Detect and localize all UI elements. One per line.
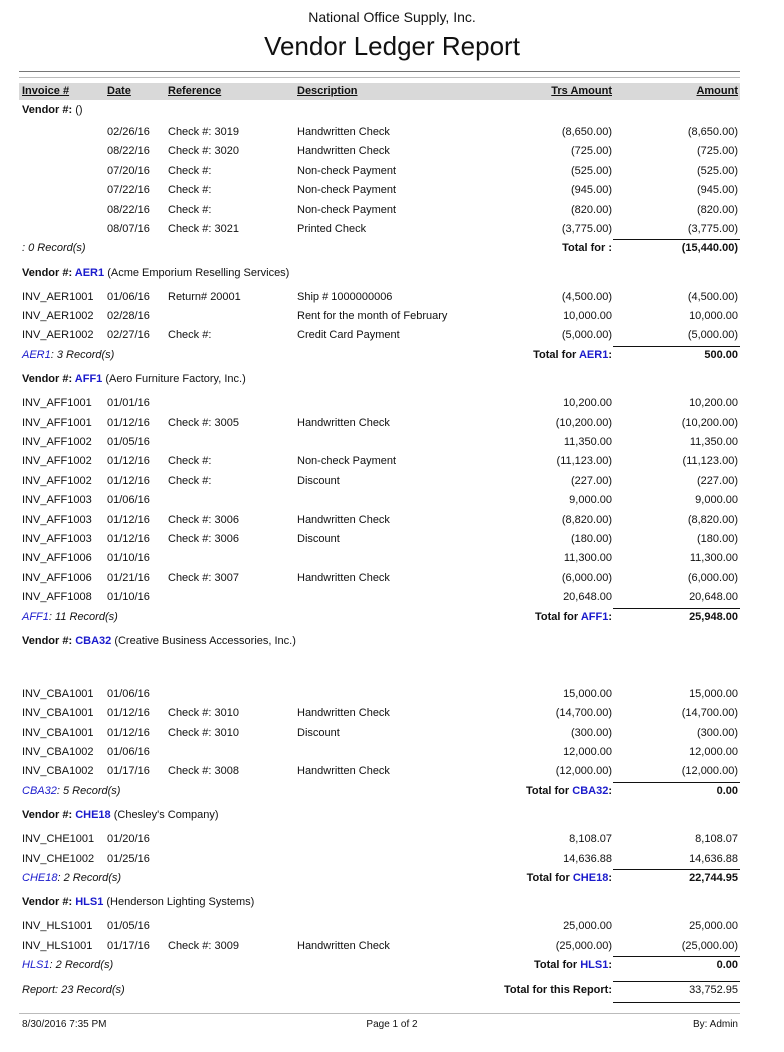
date-cell: 01/21/16 — [107, 571, 150, 584]
description-cell: Handwritten Check — [297, 939, 390, 952]
trs-amount-cell: (5,000.00) — [561, 329, 612, 342]
trs-amount-cell: (8,650.00) — [561, 125, 612, 138]
reference-cell: Check #: 3005 — [168, 416, 239, 429]
vendor-label — [22, 632, 296, 651]
amount-cell: 9,000.00 — [695, 494, 738, 507]
trs-amount-cell: (227.00) — [571, 474, 612, 487]
date-cell: 01/01/16 — [107, 397, 150, 410]
description-cell: Discount — [297, 532, 340, 545]
description-cell: Non-check Payment — [297, 203, 397, 216]
date-cell: 01/17/16 — [107, 939, 150, 952]
table-row — [0, 220, 784, 239]
invoice-cell: INV_AFF1003 — [22, 494, 92, 507]
invoice-cell: INV_AFF1001 — [22, 397, 92, 410]
vendor-code-link[interactable]: AER1 — [578, 348, 609, 361]
vendor-name: (Aero Furniture Factory, Inc.) — [105, 373, 246, 386]
vendor-label — [22, 264, 289, 283]
invoice-cell: INV_AFF1003 — [22, 532, 92, 545]
reference-cell: Return# 20001 — [168, 290, 241, 303]
vendor-total-row — [0, 608, 784, 627]
trs-amount-cell: 12,000.00 — [563, 746, 612, 759]
col-amount: Amount — [696, 85, 738, 97]
reference-cell: Check #: 3008 — [168, 765, 239, 778]
report-total-amount: 33,752.95 — [689, 983, 738, 996]
table-row — [0, 549, 784, 568]
record-count-text: : 11 Record(s) — [48, 610, 118, 623]
vendor-code-link[interactable]: CBA32 — [75, 634, 112, 647]
table-row — [0, 937, 784, 956]
vendor-total-amount: 25,948.00 — [689, 610, 738, 623]
invoice-cell: INV_AFF1001 — [22, 416, 92, 429]
table-row — [0, 724, 784, 743]
vendor-label — [22, 893, 254, 912]
invoice-cell: INV_CHE1001 — [22, 833, 95, 846]
vendor-code-link[interactable]: CHE18 — [22, 872, 58, 885]
date-cell: 01/12/16 — [107, 416, 150, 429]
date-cell: 01/12/16 — [107, 707, 150, 720]
table-row — [0, 288, 784, 307]
total-label-text: Total for — [533, 959, 578, 972]
vendor-code-link[interactable]: HLS1 — [580, 959, 609, 972]
invoice-cell: INV_CBA1001 — [22, 707, 94, 720]
vendor-label-text: Vendor #: — [22, 104, 73, 116]
description-cell: Non-check Payment — [297, 164, 397, 177]
invoice-cell: INV_AFF1006 — [22, 571, 92, 584]
record-count-text: : 0 Record(s) — [22, 242, 86, 255]
table-row — [0, 704, 784, 723]
date-cell: 02/26/16 — [107, 125, 150, 138]
trs-amount-cell: (725.00) — [571, 145, 612, 158]
vendor-name: (Chesley's Company) — [113, 809, 219, 822]
table-row — [0, 685, 784, 704]
invoice-cell: INV_CBA1001 — [22, 687, 94, 700]
table-row — [0, 307, 784, 326]
amount-cell: 15,000.00 — [689, 687, 738, 700]
vendor-name: (Henderson Lighting Systems) — [106, 896, 255, 909]
trs-amount-cell: 10,200.00 — [563, 397, 612, 410]
total-label-text: Total for — [526, 784, 570, 797]
vendor-total-amount: 500.00 — [704, 348, 738, 361]
total-label: Total for : — [562, 242, 612, 255]
table-row — [0, 472, 784, 491]
vendor-label — [22, 806, 219, 825]
divider — [19, 71, 740, 72]
date-cell: 01/17/16 — [107, 765, 150, 778]
trs-amount-cell: 14,636.88 — [563, 852, 612, 865]
col-date: Date — [107, 85, 131, 97]
trs-amount-cell: 9,000.00 — [569, 494, 612, 507]
print-datetime: 8/30/2016 7:35 PM — [22, 1019, 107, 1030]
trs-amount-cell: (11,123.00) — [556, 455, 612, 468]
date-cell: 01/06/16 — [107, 290, 150, 303]
description-cell: Printed Check — [297, 222, 367, 235]
invoice-cell: INV_AER1002 — [22, 310, 94, 323]
amount-cell: 8,108.07 — [695, 833, 738, 846]
table-row — [0, 201, 784, 220]
table-row — [0, 830, 784, 849]
vendor-code-link[interactable]: AER1 — [22, 348, 51, 361]
date-cell: 08/22/16 — [107, 145, 150, 158]
trs-amount-cell: (3,775.00) — [561, 222, 612, 235]
table-row — [0, 433, 784, 452]
reference-cell: Check #: — [168, 164, 212, 177]
reference-cell: Check #: 3006 — [168, 513, 239, 526]
reference-cell: Check #: 3006 — [168, 532, 239, 545]
amount-cell: 10,000.00 — [689, 310, 738, 323]
total-label: Total for CHE18: — [526, 872, 612, 885]
table-row — [0, 511, 784, 530]
total-label: Total for AFF1: — [534, 610, 612, 623]
divider — [19, 77, 740, 78]
vendor-total-row — [0, 956, 784, 975]
reference-cell: Check #: 3010 — [168, 726, 239, 739]
company-name: National Office Supply, Inc. — [308, 9, 476, 25]
trs-amount-cell: (180.00) — [571, 532, 612, 545]
invoice-cell: INV_AFF1006 — [22, 552, 92, 565]
col-description: Description — [297, 85, 358, 97]
page-number: Page 1 of 2 — [366, 1019, 418, 1030]
trs-amount-cell: (14,700.00) — [555, 707, 612, 720]
amount-cell: (25,000.00) — [681, 939, 738, 952]
reference-cell: Check #: — [168, 203, 212, 216]
date-cell: 01/05/16 — [107, 436, 150, 449]
vendor-total-amount: 0.00 — [716, 959, 738, 972]
amount-cell: (11,123.00) — [682, 455, 738, 468]
reference-cell: Check #: — [168, 184, 212, 197]
vendor-name: (Creative Business Accessories, Inc.) — [114, 634, 296, 647]
trs-amount-cell: (10,200.00) — [555, 416, 612, 429]
record-count — [22, 782, 120, 801]
record-count — [22, 956, 113, 975]
amount-cell: (300.00) — [697, 726, 738, 739]
description-cell: Handwritten Check — [297, 571, 390, 584]
date-cell: 01/12/16 — [107, 474, 150, 487]
table-row — [0, 162, 784, 181]
table-row — [0, 123, 784, 142]
amount-cell: (14,700.00) — [681, 707, 738, 720]
trs-amount-cell: 8,108.07 — [569, 833, 612, 846]
record-count-text: : 2 Record(s) — [57, 872, 122, 885]
description-cell: Handwritten Check — [297, 513, 390, 526]
vendor-header — [0, 806, 784, 825]
total-label: Total for AER1: — [533, 348, 612, 361]
total-label-text: Total for — [562, 242, 606, 255]
vendor-header — [0, 893, 784, 912]
column-header-band — [19, 83, 740, 100]
vendor-code-link[interactable]: CBA32 — [572, 784, 609, 797]
trs-amount-cell: (820.00) — [571, 203, 612, 216]
table-row — [0, 491, 784, 510]
description-cell: Handwritten Check — [297, 707, 390, 720]
vendor-header — [0, 101, 784, 120]
trs-amount-cell: (25,000.00) — [555, 939, 612, 952]
date-cell: 01/12/16 — [107, 532, 150, 545]
reference-cell: Check #: 3020 — [168, 145, 239, 158]
amount-cell: 12,000.00 — [689, 746, 738, 759]
reference-cell: Check #: 3007 — [168, 571, 239, 584]
vendor-name: () — [75, 104, 83, 116]
reference-cell: Check #: 3010 — [168, 707, 239, 720]
table-row — [0, 414, 784, 433]
date-cell: 02/27/16 — [107, 329, 150, 342]
date-cell: 01/05/16 — [107, 920, 150, 933]
invoice-cell: INV_HLS1001 — [22, 939, 93, 952]
amount-cell: (10,200.00) — [681, 416, 738, 429]
description-cell: Handwritten Check — [297, 125, 390, 138]
vendor-code-link[interactable]: HLS1 — [75, 896, 104, 909]
vendor-code-link[interactable]: AFF1 — [74, 373, 103, 386]
table-row — [0, 743, 784, 762]
vendor-total-row — [0, 346, 784, 365]
date-cell: 01/25/16 — [107, 852, 150, 865]
trs-amount-cell: (6,000.00) — [561, 571, 612, 584]
vendor-header — [0, 632, 784, 651]
vendor-header — [0, 370, 784, 389]
invoice-cell: INV_AFF1003 — [22, 513, 92, 526]
table-row — [0, 762, 784, 781]
reference-cell: Check #: — [168, 455, 212, 468]
vendor-label-text: Vendor #: — [22, 266, 73, 279]
amount-cell: 11,350.00 — [689, 436, 738, 449]
report-title: Vendor Ledger Report — [264, 31, 520, 61]
report-record-count: Report: 23 Record(s) — [22, 983, 125, 996]
reference-cell: Check #: 3021 — [168, 222, 239, 235]
date-cell: 07/22/16 — [107, 184, 150, 197]
invoice-cell: INV_AER1001 — [22, 290, 94, 303]
vendor-header — [0, 264, 784, 283]
trs-amount-cell: 15,000.00 — [563, 687, 612, 700]
amount-cell: 25,000.00 — [689, 920, 738, 933]
vendor-total-amount: 0.00 — [716, 784, 738, 797]
date-cell: 07/20/16 — [107, 164, 150, 177]
date-cell: 01/06/16 — [107, 494, 150, 507]
description-cell: Handwritten Check — [297, 765, 390, 778]
amount-cell: 14,636.88 — [689, 852, 738, 865]
record-count — [22, 346, 114, 365]
description-cell: Handwritten Check — [297, 416, 390, 429]
printed-by: By: Admin — [692, 1019, 738, 1030]
total-label-text: Total for — [526, 872, 570, 885]
invoice-cell: INV_AFF1002 — [22, 436, 92, 449]
total-rule — [613, 1002, 740, 1003]
reference-cell: Check #: 3019 — [168, 125, 239, 138]
trs-amount-cell: (8,820.00) — [561, 513, 612, 526]
report-total-row — [0, 981, 784, 1000]
table-row — [0, 530, 784, 549]
date-cell: 01/10/16 — [107, 552, 150, 565]
trs-amount-cell: (4,500.00) — [561, 290, 612, 303]
col-invoice: Invoice # — [22, 85, 70, 97]
amount-cell: (5,000.00) — [687, 329, 738, 342]
amount-cell: (8,820.00) — [687, 513, 738, 526]
date-cell: 08/22/16 — [107, 203, 150, 216]
vendor-label — [22, 370, 246, 389]
trs-amount-cell: (12,000.00) — [555, 765, 612, 778]
table-row — [0, 452, 784, 471]
date-cell: 01/12/16 — [107, 513, 150, 526]
invoice-cell: INV_HLS1001 — [22, 920, 93, 933]
trs-amount-cell: 11,300.00 — [563, 552, 612, 565]
report-total-label: Total for this Report: — [504, 983, 612, 996]
description-cell: Discount — [297, 474, 340, 487]
reference-cell: Check #: 3009 — [168, 939, 239, 952]
amount-cell: (4,500.00) — [687, 290, 738, 303]
vendor-code-link[interactable]: CHE18 — [75, 809, 111, 822]
vendor-total-amount: 22,744.95 — [689, 872, 738, 885]
table-row — [0, 394, 784, 413]
vendor-label — [22, 101, 83, 120]
vendor-name: (Acme Emporium Reselling Services) — [107, 266, 290, 279]
report-body — [0, 101, 784, 1000]
table-row — [0, 181, 784, 200]
footer-divider — [19, 1013, 740, 1014]
vendor-label-text: Vendor #: — [22, 896, 73, 909]
invoice-cell: INV_CBA1002 — [22, 746, 94, 759]
amount-cell: (3,775.00) — [687, 222, 738, 235]
date-cell: 01/10/16 — [107, 591, 150, 604]
invoice-cell: INV_CHE1002 — [22, 852, 95, 865]
table-row — [0, 588, 784, 607]
vendor-total-row — [0, 782, 784, 801]
invoice-cell: INV_AFF1002 — [22, 474, 92, 487]
record-count — [22, 608, 118, 627]
vendor-code-link[interactable]: CHE18 — [572, 872, 609, 885]
reference-cell: Check #: — [168, 329, 212, 342]
amount-cell: (6,000.00) — [687, 571, 738, 584]
trs-amount-cell: (525.00) — [571, 164, 612, 177]
col-reference: Reference — [168, 85, 222, 97]
trs-amount-cell: 10,000.00 — [563, 310, 612, 323]
invoice-cell: INV_CBA1002 — [22, 765, 94, 778]
date-cell: 02/28/16 — [107, 310, 150, 323]
trs-amount-cell: 11,350.00 — [563, 436, 612, 449]
amount-cell: (945.00) — [697, 184, 738, 197]
invoice-cell: INV_CBA1001 — [22, 726, 94, 739]
description-cell: Handwritten Check — [297, 145, 390, 158]
description-cell: Credit Card Payment — [297, 329, 400, 342]
total-label: Total for CBA32: — [526, 784, 612, 797]
vendor-total-amount: (15,440.00) — [681, 242, 738, 255]
vendor-total-row — [0, 869, 784, 888]
vendor-label-text: Vendor #: — [22, 809, 73, 822]
date-cell: 01/12/16 — [107, 455, 150, 468]
amount-cell: (525.00) — [697, 164, 738, 177]
amount-cell: (8,650.00) — [687, 125, 738, 138]
date-cell: 01/06/16 — [107, 746, 150, 759]
amount-cell: 11,300.00 — [689, 552, 738, 565]
description-cell: Non-check Payment — [297, 455, 397, 468]
amount-cell: (820.00) — [697, 203, 738, 216]
trs-amount-cell: 20,648.00 — [563, 591, 612, 604]
table-row — [0, 326, 784, 345]
date-cell: 01/06/16 — [107, 687, 150, 700]
total-label-text: Total for — [533, 348, 577, 361]
description-cell: Rent for the month of February — [297, 310, 448, 323]
invoice-cell: INV_AFF1008 — [22, 591, 92, 604]
description-cell: Ship # 1000000006 — [297, 290, 393, 303]
table-row — [0, 142, 784, 161]
description-cell: Non-check Payment — [297, 184, 397, 197]
amount-cell: (180.00) — [697, 532, 738, 545]
record-count — [22, 869, 121, 888]
trs-amount-cell: 25,000.00 — [563, 920, 612, 933]
vendor-label-text: Vendor #: — [22, 634, 73, 647]
vendor-label-text: Vendor #: — [22, 373, 73, 386]
amount-cell: (12,000.00) — [681, 765, 738, 778]
total-label: Total for HLS1: — [533, 959, 612, 972]
record-count-text: : 3 Record(s) — [50, 348, 115, 361]
vendor-code-link[interactable]: HLS1 — [22, 959, 50, 972]
description-cell: Discount — [297, 726, 340, 739]
date-cell: 01/12/16 — [107, 726, 150, 739]
amount-cell: (725.00) — [697, 145, 738, 158]
vendor-code-link[interactable]: AFF1 — [22, 610, 49, 623]
record-count-text: : 5 Record(s) — [56, 784, 121, 797]
reference-cell: Check #: — [168, 474, 212, 487]
trs-amount-cell: (945.00) — [571, 184, 612, 197]
vendor-code-link[interactable]: AER1 — [74, 266, 105, 279]
date-cell: 08/07/16 — [107, 222, 150, 235]
record-count — [22, 239, 86, 258]
col-trs-amount: Trs Amount — [551, 85, 612, 97]
table-row — [0, 850, 784, 869]
date-cell: 01/20/16 — [107, 833, 150, 846]
invoice-cell: INV_AFF1002 — [22, 455, 92, 468]
vendor-code-link[interactable]: CBA32 — [22, 784, 57, 797]
trs-amount-cell: (300.00) — [571, 726, 612, 739]
amount-cell: 10,200.00 — [689, 397, 738, 410]
record-count-text: : 2 Record(s) — [49, 959, 114, 972]
vendor-code-link[interactable]: AFF1 — [580, 610, 609, 623]
table-row — [0, 917, 784, 936]
amount-cell: 20,648.00 — [689, 591, 738, 604]
invoice-cell: INV_AER1002 — [22, 329, 94, 342]
table-row — [0, 569, 784, 588]
amount-cell: (227.00) — [697, 474, 738, 487]
total-label-text: Total for — [534, 610, 579, 623]
vendor-total-row — [0, 239, 784, 258]
